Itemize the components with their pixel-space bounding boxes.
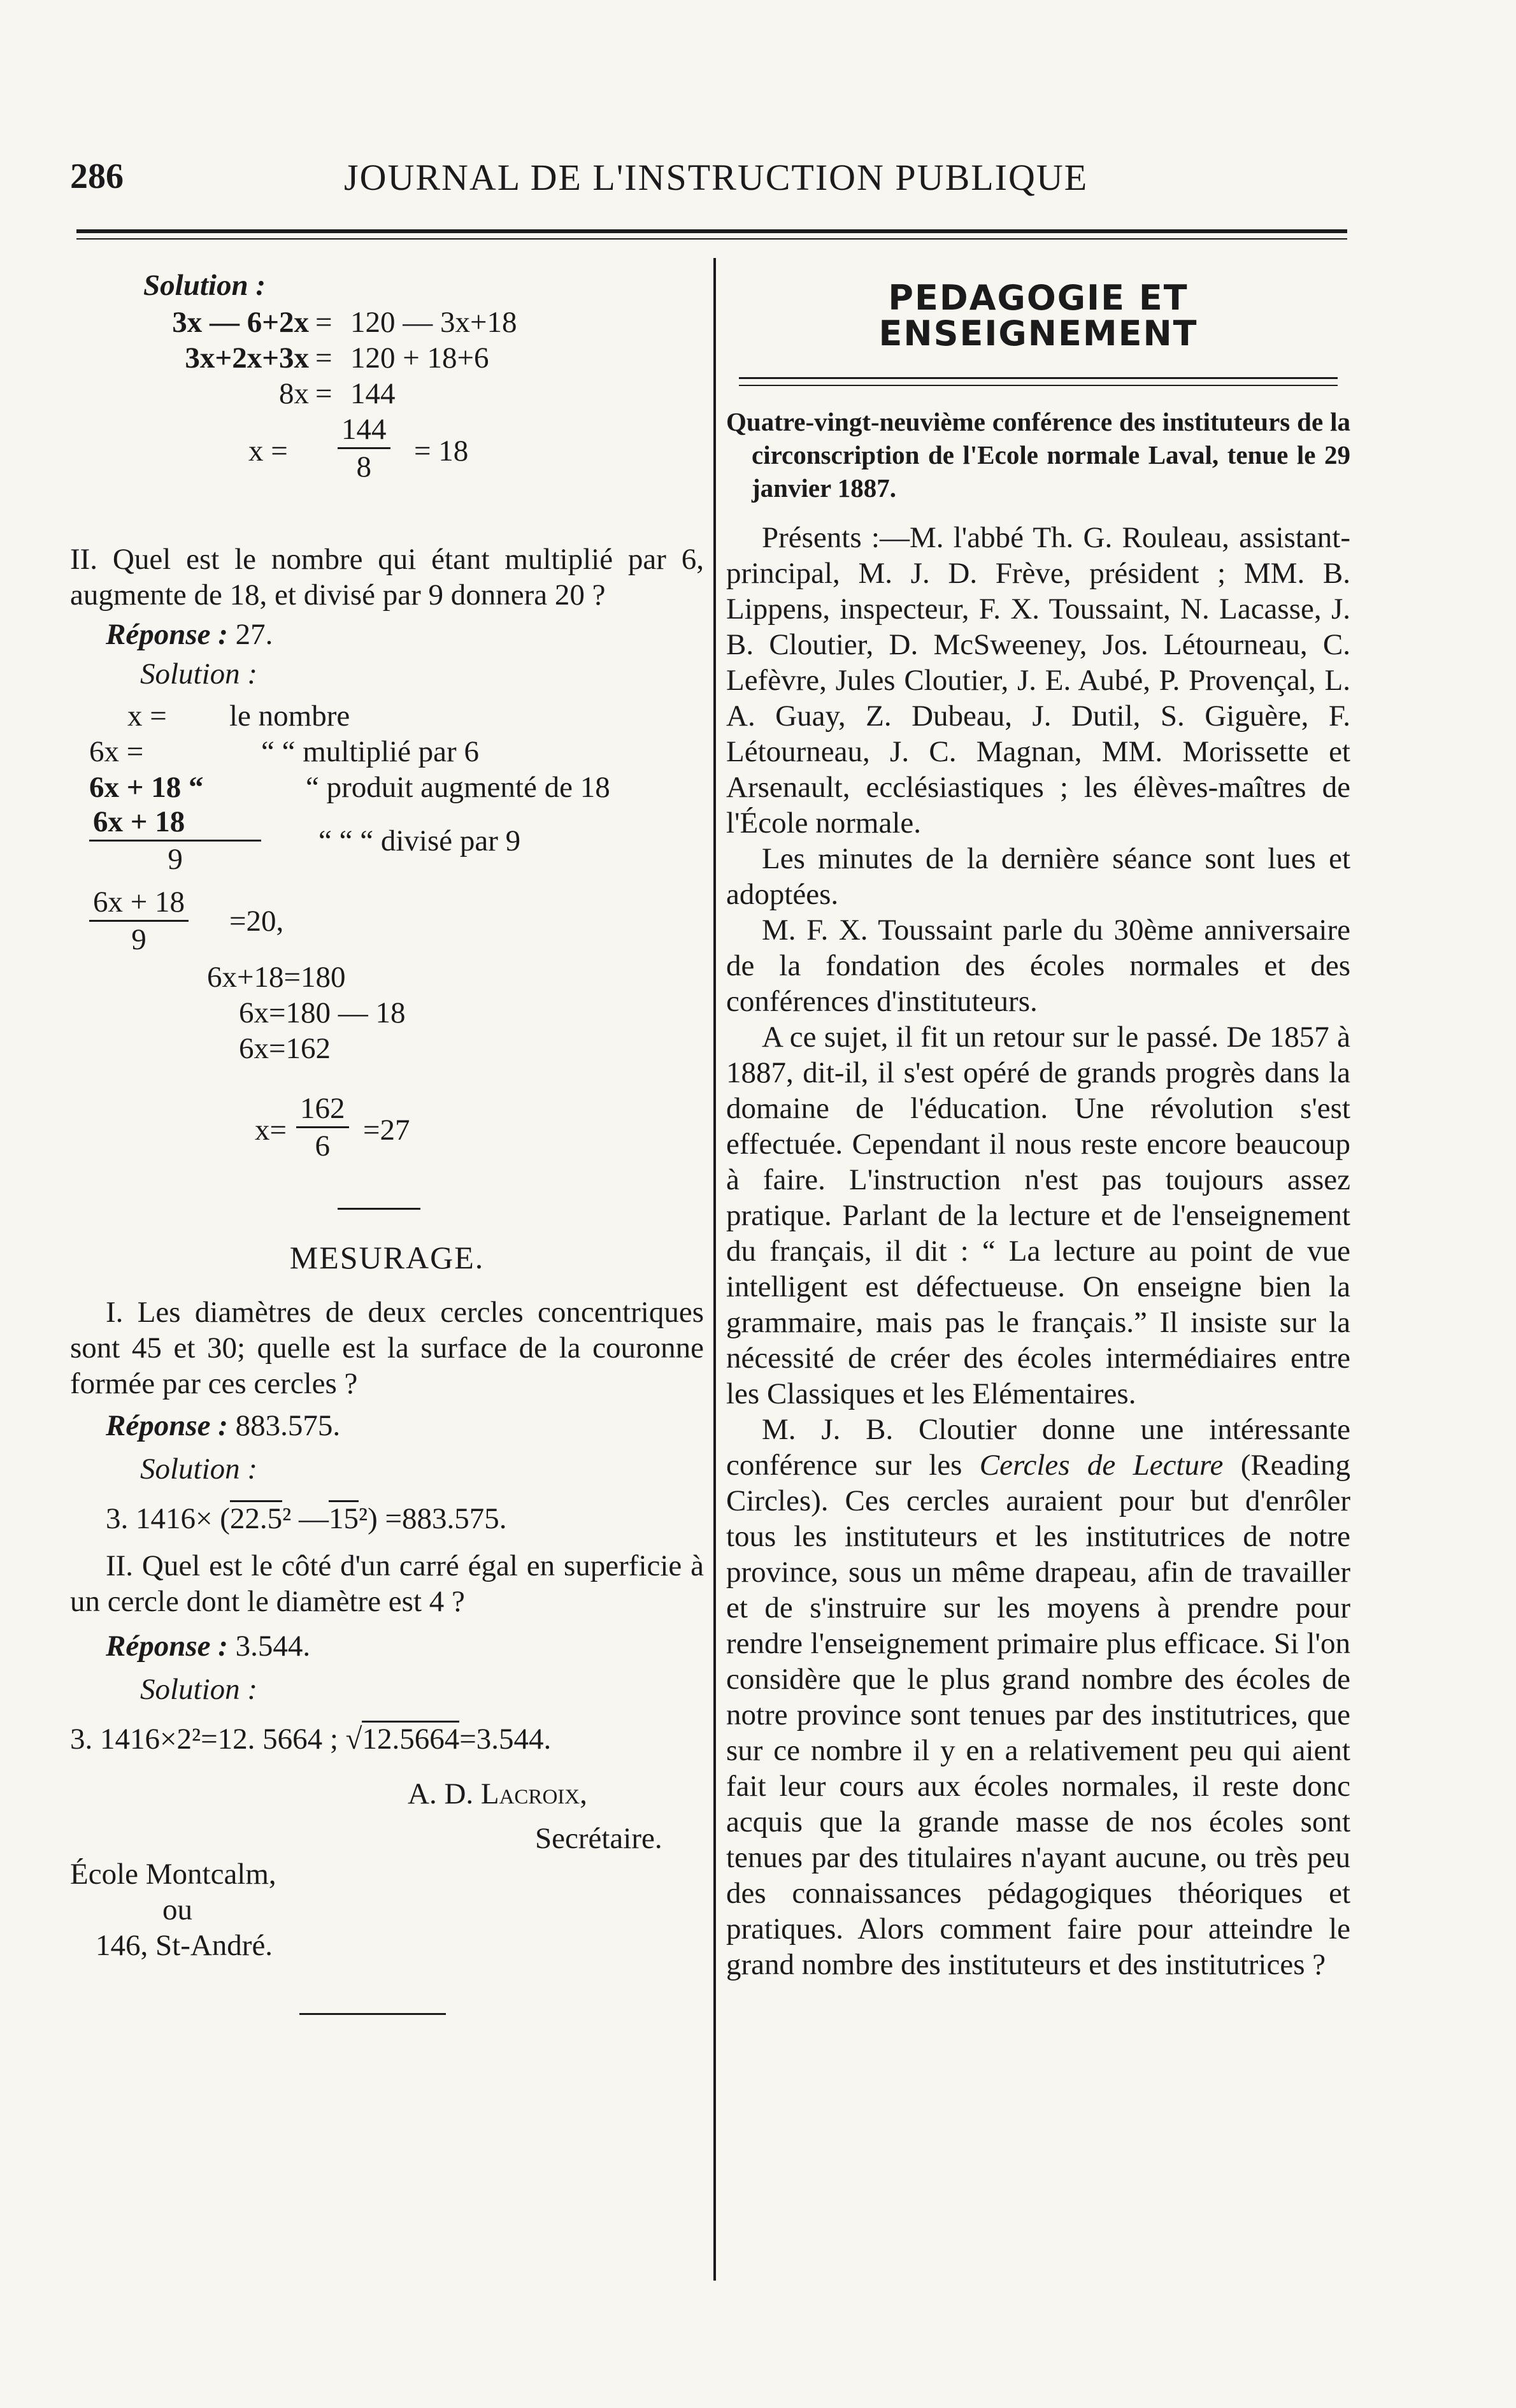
section-separator xyxy=(338,1208,420,1210)
fraction-denominator: 9 xyxy=(131,923,147,956)
end-separator xyxy=(299,2013,446,2015)
solution-label: Solution : xyxy=(140,1452,258,1486)
left-column xyxy=(70,268,704,2021)
solution-step: 6x=162 xyxy=(239,1032,331,1065)
school-line-3: 146, St-André. xyxy=(96,1929,273,1962)
formula-part: ² — xyxy=(282,1502,329,1535)
solution-step: 6x+18=180 xyxy=(207,961,346,994)
solution-step: 6x=180 — 18 xyxy=(239,996,406,1029)
fraction-denominator: 8 xyxy=(356,450,371,484)
solution-lhs: x = xyxy=(127,699,167,733)
answer-line xyxy=(70,617,704,652)
heading-rule-2 xyxy=(739,385,1338,386)
answer-value: 883.575. xyxy=(235,1409,341,1442)
fraction-denominator: 9 xyxy=(168,843,183,876)
page-header xyxy=(70,156,1350,207)
separator-wrap xyxy=(70,1963,704,2021)
school-line-1: École Montcalm, xyxy=(70,1858,276,1891)
equation-rhs: 120 — 3x+18 xyxy=(350,306,517,339)
measure-question-2: II. Quel est le côté d'un carré égal en superficie à un cercle dont le diamètre est 4 ? xyxy=(70,1549,704,1618)
equation-equals: = xyxy=(315,306,333,339)
equation-lhs: 3x — 6+2x xyxy=(172,306,309,339)
column-divider xyxy=(713,258,716,2281)
journal-title: JOURNAL DE L'INSTRUCTION PUBLIQUE xyxy=(344,157,1089,198)
solution-label: Solution : xyxy=(143,269,266,302)
section-title: MESURAGE. xyxy=(289,1240,485,1275)
fraction xyxy=(89,884,189,957)
header-rule-thin xyxy=(76,238,1347,240)
paragraph-history: A ce sujet, il fit un retour sur le passé. De 1857 à 1887, dit-il, il s'est opéré de grands progrès dans la domaine de l'éducation. Une révolution s'est effectuée. Cependant il nous reste encore beaucoup à faire. L'instruction n'est pas toujours assez pratique. Parlant de la lecture et de l'enseignement du français, il dit : “ La lecture au point de vue intelligent est défectueuse. On enseigne bien la grammaire, mais pas le français.” Il insiste sur la nécessité de créer des écoles intermédiaires entre les Classiques et les Elémentaires. xyxy=(726,1021,1350,1410)
heading-rule-1 xyxy=(739,377,1338,379)
heading-rules xyxy=(726,352,1350,390)
formula-overlined: 15 xyxy=(329,1500,359,1535)
signature-title: Secrétaire. xyxy=(535,1822,662,1855)
solution-lhs: 6x + 18 “ xyxy=(89,771,204,804)
paragraph-minutes: Les minutes de la dernière séance sont lues et adoptées. xyxy=(726,842,1350,911)
fraction xyxy=(89,804,261,877)
header-rule-thick xyxy=(76,229,1347,233)
paragraph-italic-title: Cercles de Lecture xyxy=(979,1449,1224,1482)
formula-part: =3.544. xyxy=(459,1723,552,1756)
solution-text: “ “ multiplié par 6 xyxy=(261,735,479,768)
fraction-numerator: 144 xyxy=(338,412,390,449)
question-2: II. Quel est le nombre qui étant multiplié par 6, augmente de 18, et divisé par 9 donnera 20 ? xyxy=(70,543,704,612)
paragraph-text: (Reading Circles). Ces cercles auraient pour but d'enrôler tous les instituteurs et les institutrices de notre province, sous un même drapeau, afin de travailler et de s'instruire sur les moyens à prendre pour rendre l'enseignement primaire plus efficace. Si l'on considère que le plus grand nombre des écoles de notre province sont tenues par des institutrices, que sur ce nombre il y en a relativement peu qui aient fait leur cours aux écoles normales, il reste donc acquis que la grande masse de nos écoles sont tenues par des titulaires n'ayant aucune, ou très peu des connaissances pédagogiques théoriques et pratiques. Alors comment faire pour atteindre le grand nombre des instituteurs et des institutrices ? xyxy=(726,1449,1351,1981)
signature-name-text: A. D. Lacroix, xyxy=(408,1777,587,1810)
page-number: 286 xyxy=(70,157,124,196)
school-line-2: ou xyxy=(162,1893,192,1926)
paragraph-reading-circles xyxy=(726,1412,1350,1982)
fraction-numerator: 6x + 18 xyxy=(89,804,261,842)
equation-lhs: x = xyxy=(248,434,288,468)
right-column xyxy=(726,268,1350,1982)
formula-line xyxy=(70,1721,704,1757)
solution-label: Solution : xyxy=(140,657,258,691)
solution-label: Solution : xyxy=(140,1673,258,1706)
answer-label: Réponse : xyxy=(106,1630,228,1663)
measure-question-1: I. Les diamètres de deux cercles concentriques sont 45 et 30; quelle est la surface de la couronne formée par ces cercles ? xyxy=(70,1296,704,1400)
fraction xyxy=(296,1091,349,1164)
answer-value: 3.544. xyxy=(235,1630,311,1663)
equation-rhs: 120 + 18+6 xyxy=(350,341,489,375)
equation-equals: = xyxy=(315,377,333,410)
solution-text: “ “ “ divisé par 9 xyxy=(318,824,521,857)
formula-overlined: 12.5664 xyxy=(362,1721,459,1756)
formula-overlined: 22.5 xyxy=(230,1500,282,1535)
conference-subtitle: Quatre-vingt-neuvième conférence des instituteurs de la circonscription de l'Ecole normale Laval, tenue le 29 janvier 1887. xyxy=(726,407,1350,503)
answer-label: Réponse : xyxy=(106,1409,228,1442)
solution-block-2b xyxy=(70,1087,704,1170)
fraction-numerator: 6x + 18 xyxy=(89,884,189,922)
solution-block-2 xyxy=(70,692,704,1087)
answer-value: 27. xyxy=(235,618,273,651)
equation-rhs: = 18 xyxy=(414,434,469,468)
answer-line xyxy=(70,1628,704,1664)
paragraph-text: M. J. B. Cloutier donne une intéressante conférence sur les xyxy=(726,1413,1350,1482)
formula-part: ²) =883.575. xyxy=(359,1502,507,1535)
equation-rhs: 144 xyxy=(350,377,396,410)
formula-part: 3. 1416× ( xyxy=(106,1502,230,1535)
solution-rhs: =27 xyxy=(363,1114,410,1147)
equation-equals: = xyxy=(315,341,333,375)
paragraph-toussaint: M. F. X. Toussaint parle du 30ème anniversaire de la fondation des écoles normales et des conférences d'instituteurs. xyxy=(726,914,1350,1018)
solution-lhs: x= xyxy=(255,1114,287,1147)
paragraph-attendees: Présents :—M. l'abbé Th. G. Rouleau, assistant-principal, M. J. D. Frève, président ; MM. B. Lippens, inspecteur, F. X. Toussaint, N. Lacasse, J. B. Cloutier, D. McSweeney, Jos. Létourneau, C. Lefèvre, Jules Cloutier, J. E. Aubé, P. Provençal, L. A. Guay, Z. Dubeau, J. Dutil, S. Giguère, F. Létourneau, J. C. Magnan, MM. Morissette et Arsenault, ecclésiastiques ; les élèves-maîtres de l'École normale. xyxy=(726,521,1350,840)
fraction-numerator: 162 xyxy=(296,1091,349,1128)
formula-part: 3. 1416×2²=12. 5664 ; xyxy=(70,1723,338,1756)
solution-block-1 xyxy=(70,268,704,541)
fraction xyxy=(338,412,390,485)
solution-text: “ produit augmenté de 18 xyxy=(306,771,610,804)
answer-label: Réponse : xyxy=(106,618,228,651)
answer-line xyxy=(70,1408,704,1444)
signature-name xyxy=(70,1776,704,1812)
equation-lhs: 3x+2x+3x xyxy=(185,341,309,375)
solution-rhs: =20, xyxy=(229,905,284,938)
solution-text: le nombre xyxy=(229,699,350,733)
section-heading: PEDAGOGIE ET ENSEIGNEMENT xyxy=(878,278,1198,354)
separator-wrap xyxy=(70,1170,704,1240)
square-root-symbol: √ xyxy=(345,1723,362,1756)
equation-lhs: 8x xyxy=(279,377,309,410)
fraction-denominator: 6 xyxy=(315,1129,330,1163)
formula-line xyxy=(70,1501,704,1537)
solution-lhs: 6x = xyxy=(89,735,144,768)
